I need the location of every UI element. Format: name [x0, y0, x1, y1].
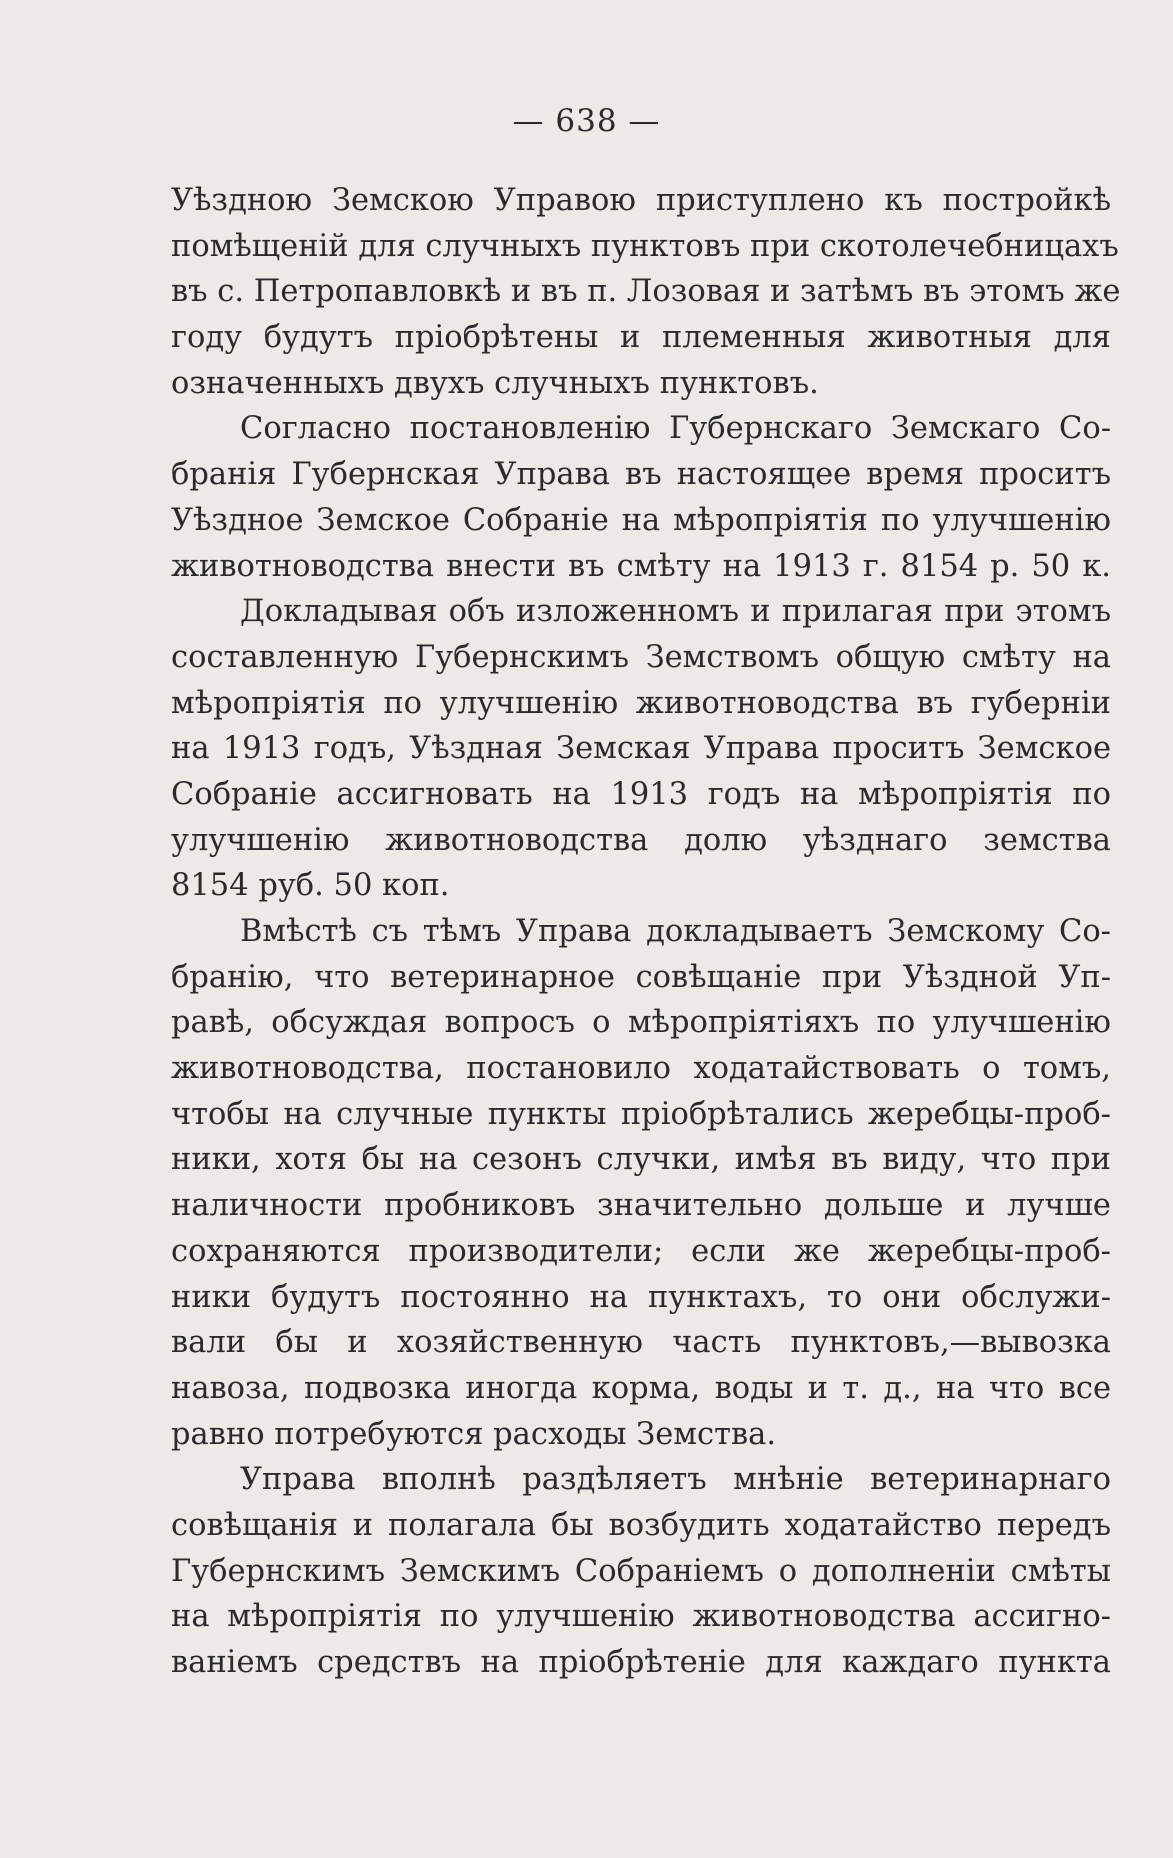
- text-line: Губернскимъ Земскимъ Собраніемъ о дополненіи смѣты: [171, 1553, 1111, 1589]
- text-line: означенныхъ двухъ случныхъ пунктовъ.: [171, 365, 819, 401]
- text-line: вали бы и хозяйственную часть пунктовъ,—вывозка: [171, 1325, 1111, 1361]
- text-line: Управа вполнѣ раздѣляетъ мнѣніе ветеринарнаго: [240, 1462, 1111, 1498]
- text-line: наличности пробниковъ значительно дольше и лучше: [171, 1188, 1111, 1224]
- text-line: мѣропріятія по улучшенію животноводства въ губерніи: [171, 685, 1111, 721]
- text-line: ваніемъ средствъ на пріобрѣтеніе для каждаго пункта: [171, 1645, 1111, 1680]
- text-line: улучшенію животноводства долю уѣзднаго земства: [171, 822, 1111, 858]
- text-line: бранія Губернская Управа въ настоящее время проситъ: [171, 457, 1111, 493]
- text-line: ники, хотя бы на сезонъ случки, имѣя въ виду, что при: [171, 1142, 1111, 1178]
- text-line: на мѣропріятія по улучшенію животноводства ассигно-: [171, 1599, 1111, 1635]
- text-line: животноводства внести въ смѣту на 1913 г. 8154 р. 50 к.: [171, 548, 1111, 584]
- text-line: равно потребуются расходы Земства.: [171, 1416, 777, 1452]
- text-line: животноводства, постановило ходатайствовать о томъ,: [171, 1051, 1111, 1087]
- text-line: въ с. Петропавловкѣ и въ п. Лозовая и затѣмъ въ этомъ же: [171, 274, 1121, 310]
- text-line: Уѣздною Земскою Управою приступлено къ постройкѣ: [171, 183, 1111, 218]
- body-text: [171, 178, 1121, 1686]
- text-line: Вмѣстѣ съ тѣмъ Управа докладываетъ Земскому Со-: [240, 914, 1111, 949]
- text-line: на 1913 годъ, Уѣздная Земская Управа проситъ Земское: [171, 731, 1111, 767]
- text-line: Уѣздное Земское Собраніе на мѣропріятія по улучшенію: [171, 502, 1111, 538]
- text-line: 8154 руб. 50 коп.: [171, 868, 450, 904]
- text-line: чтобы на случные пункты пріобрѣтались жеребцы-проб-: [171, 1096, 1111, 1132]
- text-line: сохраняются производители; если же жеребцы-проб-: [171, 1233, 1111, 1269]
- text-line: ники будутъ постоянно на пунктахъ, то они обслужи-: [171, 1279, 1111, 1315]
- text-line: равѣ, обсуждая вопросъ о мѣропріятіяхъ по улучшенію: [171, 1005, 1111, 1041]
- text-line: навоза, подвозка иногда корма, воды и т. д., на что все: [171, 1370, 1111, 1406]
- text-line: бранію, что ветеринарное совѣщаніе при Уѣздной Уп-: [171, 959, 1111, 995]
- page-number: — 638 —: [512, 103, 661, 139]
- text-line: составленную Губернскимъ Земствомъ общую смѣту на: [171, 639, 1111, 675]
- text-line: Собраніе ассигновать на 1913 годъ на мѣропріятія по: [171, 776, 1111, 812]
- text-line: помѣщеній для случныхъ пунктовъ при скотолечебницахъ: [171, 228, 1119, 264]
- text-line: Докладывая объ изложенномъ и прилагая при этомъ: [240, 594, 1111, 630]
- text-line: совѣщанія и полагала бы возбудить ходатайство передъ: [171, 1507, 1111, 1543]
- text-line: Согласно постановленію Губернскаго Земскаго Со-: [240, 411, 1111, 447]
- text-line: году будутъ пріобрѣтены и племенныя животныя для: [171, 320, 1111, 356]
